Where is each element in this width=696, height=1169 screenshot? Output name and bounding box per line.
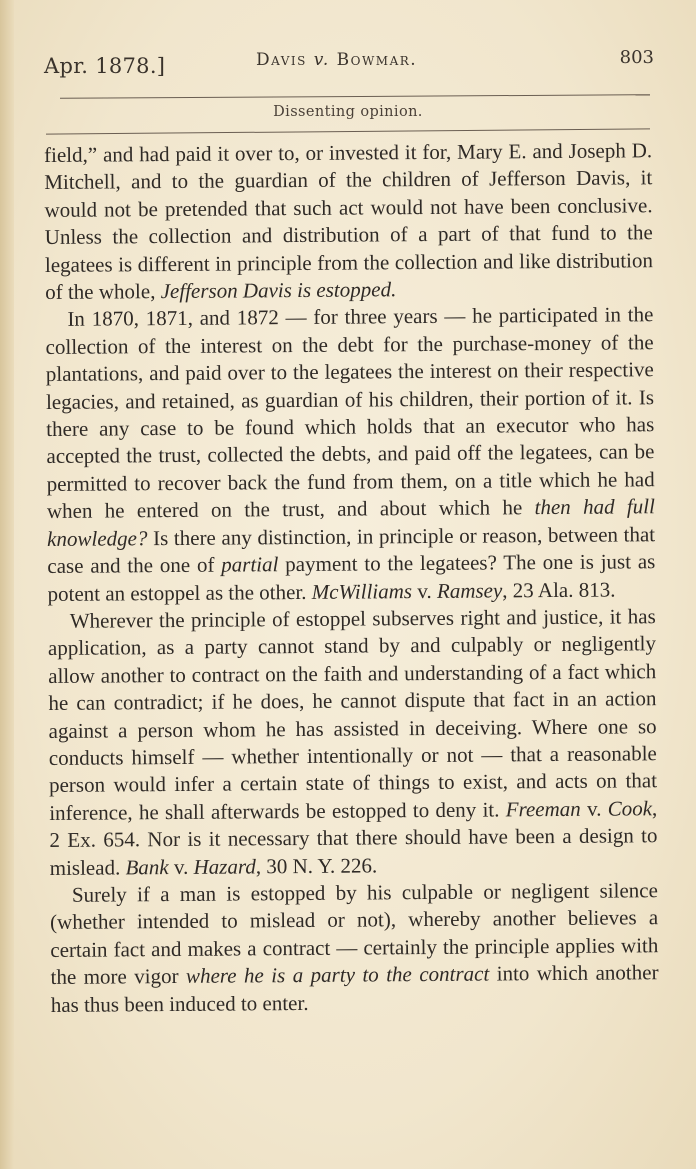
text-run: , 23 Ala. 813. (502, 577, 616, 602)
italic-text: then had full knowledge? (47, 494, 655, 551)
text-run: into which another has thus been induced to enter. (50, 960, 659, 1017)
running-head (44, 44, 654, 80)
italic-text: where he is a party to the contract (185, 961, 490, 989)
text-run: payment to the legatees? The one is just as potent an estoppel as the other. (47, 549, 656, 606)
text-run: Surely if a man is estopped by his culpable or negligent silence (whether intended to mislead or not), whereby another believes a certain fact and makes a contract — certainly the principle applies with the more vigor (50, 878, 659, 990)
italic-text: Hazard (193, 853, 256, 879)
body-text (44, 137, 659, 1019)
italic-text: Freeman (505, 796, 581, 822)
paragraph (44, 137, 653, 306)
top-rule (60, 94, 650, 99)
case-party-a: Davis (256, 50, 307, 70)
italic-text: partial (221, 552, 279, 577)
italic-text: McWilliams (311, 578, 413, 604)
text-run: v. (580, 796, 608, 821)
italic-text: Cook (607, 795, 653, 821)
italic-text: Bank (125, 854, 169, 879)
text-run: , 30 N. Y. 226. (255, 852, 378, 878)
page-number: 803 (619, 47, 654, 68)
bottom-rule (46, 128, 650, 134)
italic-text: Ramsey (436, 577, 503, 603)
page-gutter (0, 0, 14, 1169)
header-date: Apr. 1878.] (44, 54, 166, 78)
text-run: In 1870, 1871, and 1872 — for three years — he participated in the collection of the interest on the debt for the purchase-money of the plantations, and paid over to the legatees the interest on their respective legacies, and retained, as guardian of his children, their portion of it. Is there any case to be found which holds that an executor who has accepted the trust, collected the debts, and paid off the legatees, can be permitted to recover back the fund from them, on a title which he had when he entered on the trust, and about which he (45, 302, 655, 524)
case-party-b: Bowmar. (336, 50, 418, 70)
italic-text: Jefferson Davis is estopped. (160, 277, 397, 304)
section-subhead: Dissenting opinion. (273, 104, 423, 120)
paragraph (48, 603, 658, 882)
text-run: v. (411, 578, 438, 603)
text-run: Wherever the principle of estoppel subserves right and justice, it has application, as a party cannot stand by and culpably or negligently allow another to contract on the faith and understanding of a fact which he can contradict; if he does, he cannot dispute that fact in an action against a person whom he has assisted in deceiving. Where one so conducts himself — whether intentionally or not — that a reasonable person would infer a certain state of things to exist, and acts on that inference, he shall afterwards be estopped to deny it. (47, 604, 658, 825)
paragraph (45, 302, 655, 608)
text-run: , 2 Ex. 654. Nor is it necessary that there should have been a design to mislead. (49, 795, 658, 880)
text-run: field,” and had paid it over to, or invested it for, Mary E. and Joseph D. Mitchell, and to the guardian of the children of Jefferson Davis, it would not be pretended that such act would not have been conclusive. Unless the collection and distribution of a part of that fund to the legatees is different in principle from the collection and like distribution of the whole, (44, 138, 654, 305)
case-versus: v. (313, 50, 330, 70)
text-run: v. (168, 854, 194, 879)
header-case-name (256, 50, 417, 70)
text-run: Is there any distinction, in principle or reason, between that case and the one of (47, 521, 656, 579)
paragraph (50, 877, 659, 1019)
